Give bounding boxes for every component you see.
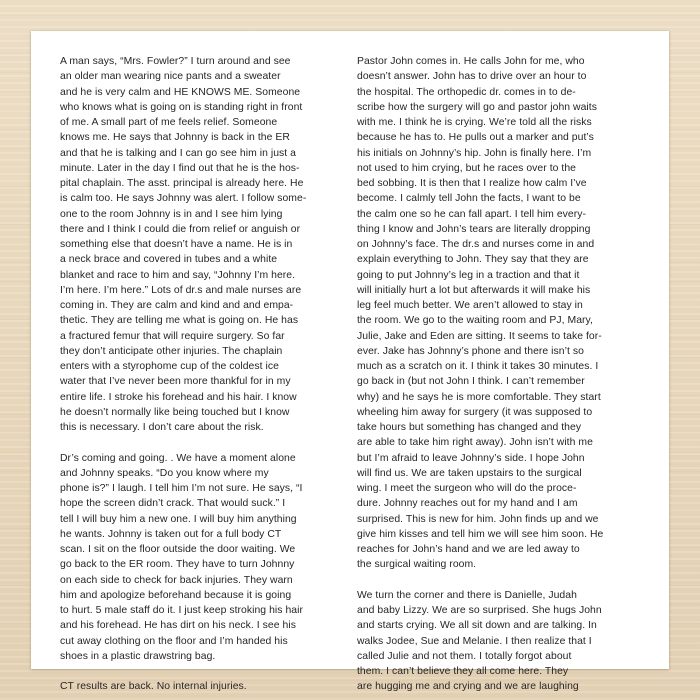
text-line: go back to the ER room. They have to turn Johnny — [60, 559, 295, 571]
text-line: to hurt. 5 male staff do it. I just keep stroking his hair — [60, 605, 303, 616]
text-line: and that he is talking and I can go see him in just a — [60, 147, 297, 159]
text-line: entire life. I stroke his forehead and his hair. I know — [60, 391, 297, 403]
text-line: water that I’ve never been more thankful for in my — [60, 376, 291, 388]
text-line: him and apologize beforehand because it is going — [60, 589, 292, 601]
text-paragraph — [60, 54, 338, 435]
right-text-column — [357, 54, 635, 695]
text-line: will initially hurt a lot but afterwards it will make his — [357, 284, 591, 296]
text-line: bed sobbing. It is then that I realize how calm I’ve — [357, 178, 587, 189]
text-line: there and I think I could die from relief or anguish or — [60, 223, 301, 235]
text-line: tell I will buy him a new one. I will buy him anything — [60, 513, 297, 525]
text-line: why) and he says he is more comfortable. They start — [357, 391, 601, 403]
text-line: ever. Jake has Johnny’s phone and there isn’t so — [357, 345, 584, 357]
text-paragraph — [60, 451, 338, 665]
text-line: his initials on Johnny’s hip. John is finally here. I’m — [357, 147, 592, 159]
text-line: much as a scratch on it. I think it takes 30 minutes. I — [357, 361, 599, 372]
text-line: a neck brace and covered in tubes and a white — [60, 254, 278, 266]
text-line: and his forehead. He has dirt on his neck. I see his — [60, 620, 296, 632]
text-line: who knows what is going on is standing right in front — [60, 101, 303, 113]
text-line: the room. We go to the waiting room and PJ, Mary, — [357, 315, 593, 327]
text-line: going to put Johnny’s leg in a traction and that it — [357, 269, 580, 281]
text-line: cut away clothing on the floor and I’m handed his — [60, 635, 288, 647]
text-line: coming in. They are calm and kind and and empa- — [60, 300, 294, 311]
text-line: Dr’s coming and going. . We have a moment alone — [60, 452, 296, 464]
text-line: and starts crying. We all sit down and are talking. In — [357, 620, 597, 632]
text-line: the hospital. The orthopedic dr. comes in to de- — [357, 86, 576, 98]
text-paragraph — [60, 679, 338, 694]
text-line: scan. I sit on the floor outside the door waiting. We — [60, 544, 296, 555]
text-line: called Julie and not them. I totally forgot about — [357, 650, 572, 662]
text-line: not used to him crying, but he races over to the — [357, 162, 576, 174]
text-line: thing I know and John’s tears are literally dropping — [357, 223, 591, 235]
text-line: and Johnny speaks. “Do you know where my — [60, 467, 269, 479]
text-line: this is necessary. I don’t care about the risk. — [60, 422, 264, 433]
text-line: but I’m afraid to leave Johnny’s side. I hope John — [357, 452, 585, 464]
text-line: A man says, “Mrs. Fowler?” I turn around and see — [60, 56, 291, 67]
text-line: knows me. He says that Johnny is back in the ER — [60, 132, 290, 144]
text-line: thetic. They are telling me what is going on. He has — [60, 315, 299, 327]
text-line: Pastor John comes in. He calls John for me, who — [357, 56, 585, 67]
text-line: We turn the corner and there is Danielle, Judah — [357, 589, 577, 601]
text-line: the calm one so he can fall apart. I tell him every- — [357, 208, 586, 220]
text-line: is calm too. He says Johnny was alert. I follow some- — [60, 193, 307, 205]
text-line: scribe how the surgery will go and pastor john waits — [357, 101, 597, 113]
text-line: they don’t anticipate other injuries. The chaplain — [60, 345, 283, 357]
text-paragraph — [357, 54, 635, 573]
text-line: something else that doesn’t have a name. He is in — [60, 239, 293, 250]
text-line: them. I can’t believe they all come here. They — [357, 666, 569, 677]
text-line: doesn’t answer. John has to drive over an hour to — [357, 71, 587, 83]
text-line: blanket and race to him and say, “Johnny I’m here. — [60, 269, 296, 281]
text-line: minute. Later in the day I find out that he is the hos- — [60, 162, 300, 174]
text-line: he doesn’t normally like being touched but I know — [60, 406, 290, 418]
text-line: a fractured femur that will require surgery. So far — [60, 330, 285, 342]
text-line: on Johnny’s face. The dr.s and nurses come in and — [357, 239, 595, 250]
paper-page — [31, 31, 669, 693]
text-line: an older man wearing nice pants and a sweater — [60, 71, 281, 83]
text-line: take hours but something has changed and they — [357, 422, 582, 433]
text-paragraph — [357, 588, 635, 695]
text-line: the surgical waiting room. — [357, 559, 477, 571]
text-line: hope the screen didn’t crack. That would suck.” I — [60, 498, 286, 510]
text-line: of me. A small part of me feels relief. Someone — [60, 117, 278, 128]
text-line: walks Jodee, Sue and Melanie. I then realize that I — [357, 635, 592, 647]
text-line: become. I calmly tell John the facts, I want to be — [357, 193, 581, 205]
text-line: pital chaplain. The asst. principal is already here. He — [60, 178, 304, 189]
text-line: CT results are back. No internal injuries. — [60, 681, 247, 693]
text-line: on each side to check for back injuries. They warn — [60, 574, 293, 586]
text-line: wing. I meet the surgeon who will do the proce- — [357, 483, 577, 494]
text-line: one to the room Johnny is in and I see him lying — [60, 208, 283, 220]
text-line: will find us. We are taken upstairs to the surgical — [357, 467, 582, 479]
text-line: shoes in a plastic drawstring bag. — [60, 650, 216, 662]
text-line: Julie, Jake and Eden are sitting. It seems to take for- — [357, 330, 602, 342]
text-line: dure. Johnny reaches out for my hand and I am — [357, 498, 578, 510]
text-line: I’m here. I’m here.” Lots of dr.s and male nurses are — [60, 284, 302, 296]
text-line: wheeling him away for surgery (it was supposed to — [357, 406, 593, 418]
text-line: are hugging me and crying and we are laughing — [357, 681, 579, 693]
text-line: phone is?” I laugh. I tell him I’m not sure. He says, “I — [60, 483, 303, 494]
text-line: and he is very calm and HE KNOWS ME. Someone — [60, 86, 301, 98]
text-line: with me. I think he is crying. We’re told all the risks — [357, 117, 592, 128]
text-line: are able to take him right away). John isn’t with me — [357, 437, 593, 449]
text-line: leg feel much better. We aren’t allowed to stay in — [357, 300, 583, 311]
text-line: go back in (but not John I think. I can’t remember — [357, 376, 585, 388]
text-line: surprised. This is new for him. John finds up and we — [357, 513, 599, 525]
text-line: he wants. Johnny is taken out for a full body CT — [60, 528, 282, 540]
text-line: explain everything to John. They say that they are — [357, 254, 589, 266]
text-line: and baby Lizzy. We are so surprised. She hugs John — [357, 605, 602, 616]
left-text-column — [60, 54, 338, 695]
text-line: give him kisses and tell him we will see him soon. He — [357, 528, 604, 540]
text-line: enters with a styrophome cup of the coldest ice — [60, 361, 279, 372]
text-line: because he has to. He pulls out a marker and put’s — [357, 132, 594, 144]
text-line: reaches for John’s hand and we are led away to — [357, 544, 580, 555]
